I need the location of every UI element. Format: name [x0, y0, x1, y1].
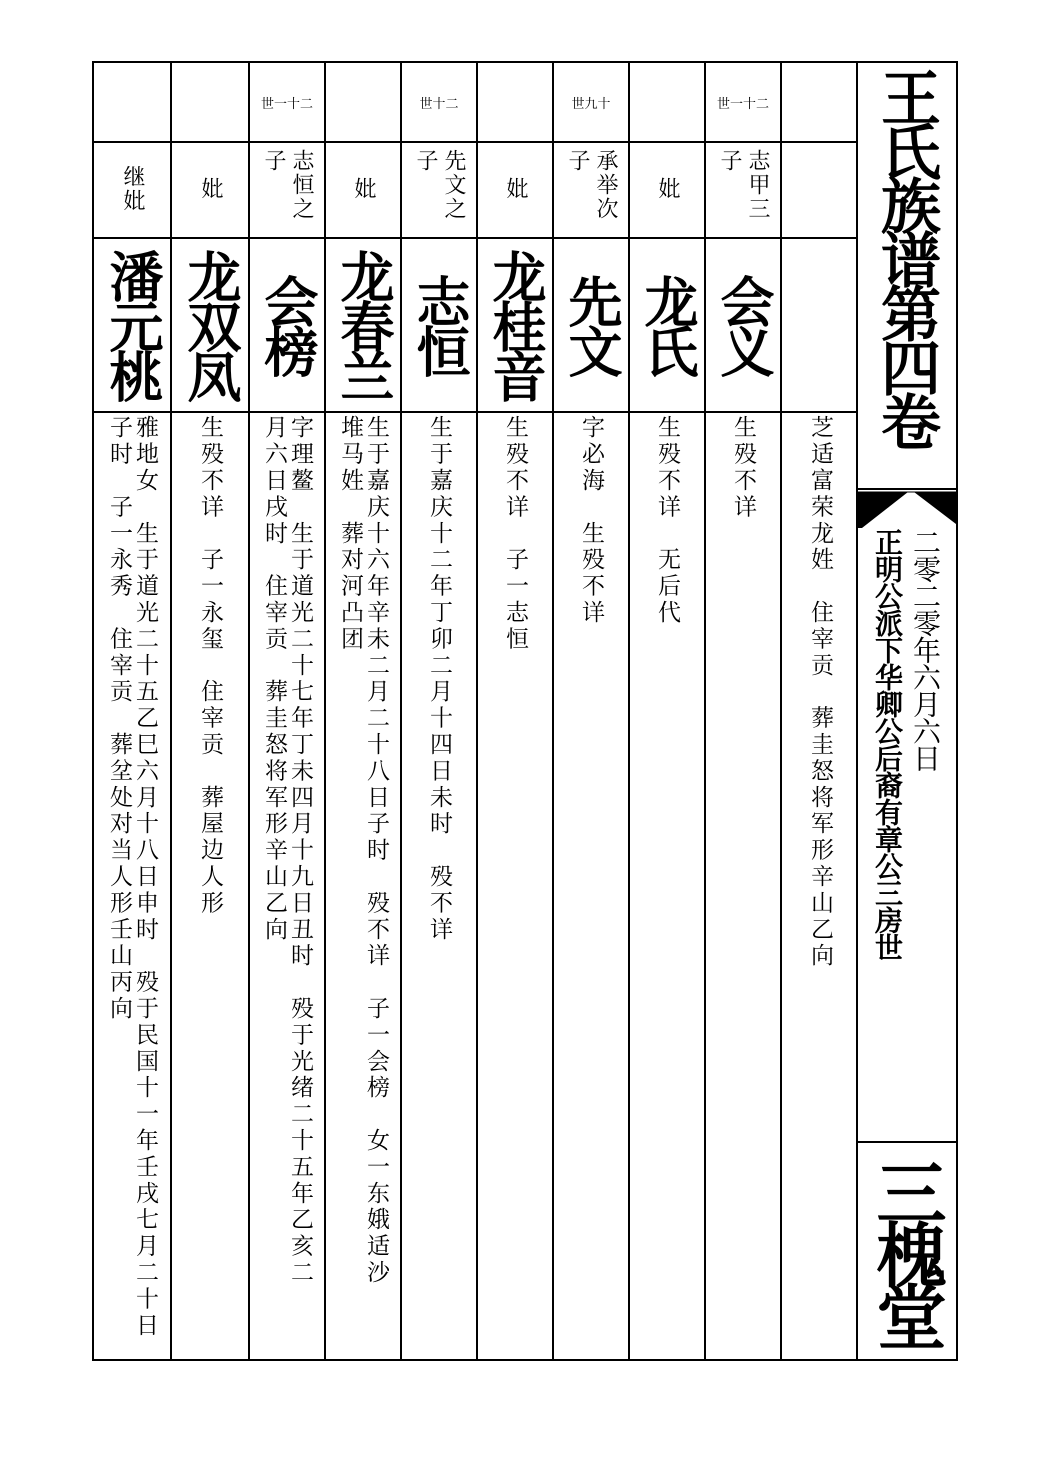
compile-date: 二零二零年六月六日: [909, 528, 942, 771]
entry-column: [400, 63, 476, 1359]
relation-text: 妣: [503, 177, 528, 201]
bio-text: 字必海 生殁不详: [578, 415, 604, 627]
relation-text: 妣: [655, 177, 680, 201]
bio-text: 生殁不详 子一永玺 住宰贡 葬屋边人形: [197, 415, 223, 917]
name-cell: [94, 237, 170, 411]
generation-label: [402, 63, 476, 141]
relation-cell: [172, 141, 248, 237]
person-name: 会义: [712, 274, 775, 374]
name-cell: [706, 237, 780, 411]
hall-name: [856, 1141, 956, 1359]
relation-text: 妣: [198, 177, 223, 201]
generation-text: 世一十二: [716, 96, 769, 112]
generation-label: [478, 63, 552, 141]
person-name: 会榜: [256, 274, 319, 374]
entry-bio: [326, 415, 400, 1359]
person-name: 先文: [560, 274, 623, 374]
entry-bio: [554, 415, 628, 1359]
name-cell: [554, 237, 628, 411]
relation-cell: [706, 141, 780, 237]
relation-cell: [326, 141, 400, 237]
relation-text: 志恒之子: [261, 149, 314, 221]
entry-column: [780, 63, 858, 1359]
generation-text: 世十二: [419, 96, 459, 112]
bio-text: 生于嘉庆十六年辛未二月二十八日子时 殁不详 子一会榜 女一东娥适沙堆马姓 葬对河凸团: [337, 415, 389, 1287]
bio-text: 生于嘉庆十二年丁卯二月十四日未时 殁不详: [426, 415, 452, 943]
entry-column: [94, 63, 170, 1359]
entry-column: [552, 63, 628, 1359]
entry-column: [704, 63, 780, 1359]
person-name: 龙氏: [636, 274, 699, 374]
relation-cell: [478, 141, 552, 237]
title-ribbon-ornament: [856, 488, 956, 528]
generation-text: 世一十二: [260, 96, 313, 112]
entry-bio: [250, 415, 324, 1359]
title-subtitle: [856, 528, 956, 1108]
generation-label: [172, 63, 248, 141]
relation-text: 承举次子: [565, 149, 618, 221]
entry-bio: [630, 415, 704, 1359]
name-cell: [630, 237, 704, 411]
title-block: [856, 63, 956, 1359]
generation-label: [326, 63, 400, 141]
generation-label: [706, 63, 780, 141]
person-name: 龙春兰: [332, 249, 395, 399]
relation-cell: [630, 141, 704, 237]
relation-cell: [250, 141, 324, 237]
hall-name-text: 三槐堂: [865, 1157, 947, 1343]
bio-text: 生殁不详 子一志恒: [502, 415, 528, 653]
entry-column: [170, 63, 248, 1359]
relation-cell: [94, 141, 170, 237]
genealogy-page-frame: [92, 61, 958, 1361]
grid-line-name: [94, 411, 858, 413]
bio-text: 字理鳌 生于道光二十七年丁未四月十九日丑时 殁于光绪二十五年乙亥二月六日戌时 住宰贡 葬圭怒将军形辛山乙向: [261, 415, 313, 1287]
entry-bio: [402, 415, 476, 1359]
bio-text: 生殁不详: [730, 415, 756, 521]
generation-text: 世九十: [571, 96, 611, 112]
relation-cell: [402, 141, 476, 237]
relation-text: 妣: [351, 177, 376, 201]
relation-cell: [554, 141, 628, 237]
name-cell: [250, 237, 324, 411]
person-name: 龙双凤: [179, 249, 242, 399]
name-cell: [326, 237, 400, 411]
entry-bio: [706, 415, 780, 1359]
name-cell: [402, 237, 476, 411]
person-name: 志恒: [408, 274, 471, 374]
bio-text: 生殁不详 无后代: [654, 415, 680, 627]
name-cell: [478, 237, 552, 411]
person-name: 龙桂音: [484, 249, 547, 399]
branch-line: 正明公派下华卿公后裔有章公三房世: [871, 528, 904, 960]
book-title-text: 王氏族谱第四卷: [871, 67, 941, 445]
entry-column: [324, 63, 400, 1359]
entry-bio: [172, 415, 248, 1359]
generation-label: [94, 63, 170, 141]
title-separator: [856, 63, 858, 1359]
relation-text: 先文之子: [413, 149, 466, 221]
bio-text: 芝适富荣龙姓 住宰贡 葬圭怒将军形辛山乙向: [807, 415, 833, 970]
entry-bio: [94, 415, 170, 1359]
entry-column: [628, 63, 704, 1359]
grid-line-generation: [94, 141, 858, 143]
book-title: [856, 63, 956, 488]
generation-label: [250, 63, 324, 141]
entry-column: [248, 63, 324, 1359]
bio-text: 雅地女 生于道光二十五乙巳六月十八日申时 殁于民国十一年壬戌七月二十日子时 子一永秀 住宰贡 葬坌处对当人形壬山丙向: [106, 415, 158, 1339]
name-cell: [172, 237, 248, 411]
entry-bio: [782, 415, 858, 1359]
generation-label: [630, 63, 704, 141]
relation-text: 志甲三子: [717, 149, 770, 221]
relation-text: 继妣: [120, 165, 145, 213]
generation-label: [554, 63, 628, 141]
entry-column: [476, 63, 552, 1359]
entry-bio: [478, 415, 552, 1359]
grid-line-relation: [94, 237, 858, 239]
person-name: 潘元桃: [101, 249, 164, 399]
